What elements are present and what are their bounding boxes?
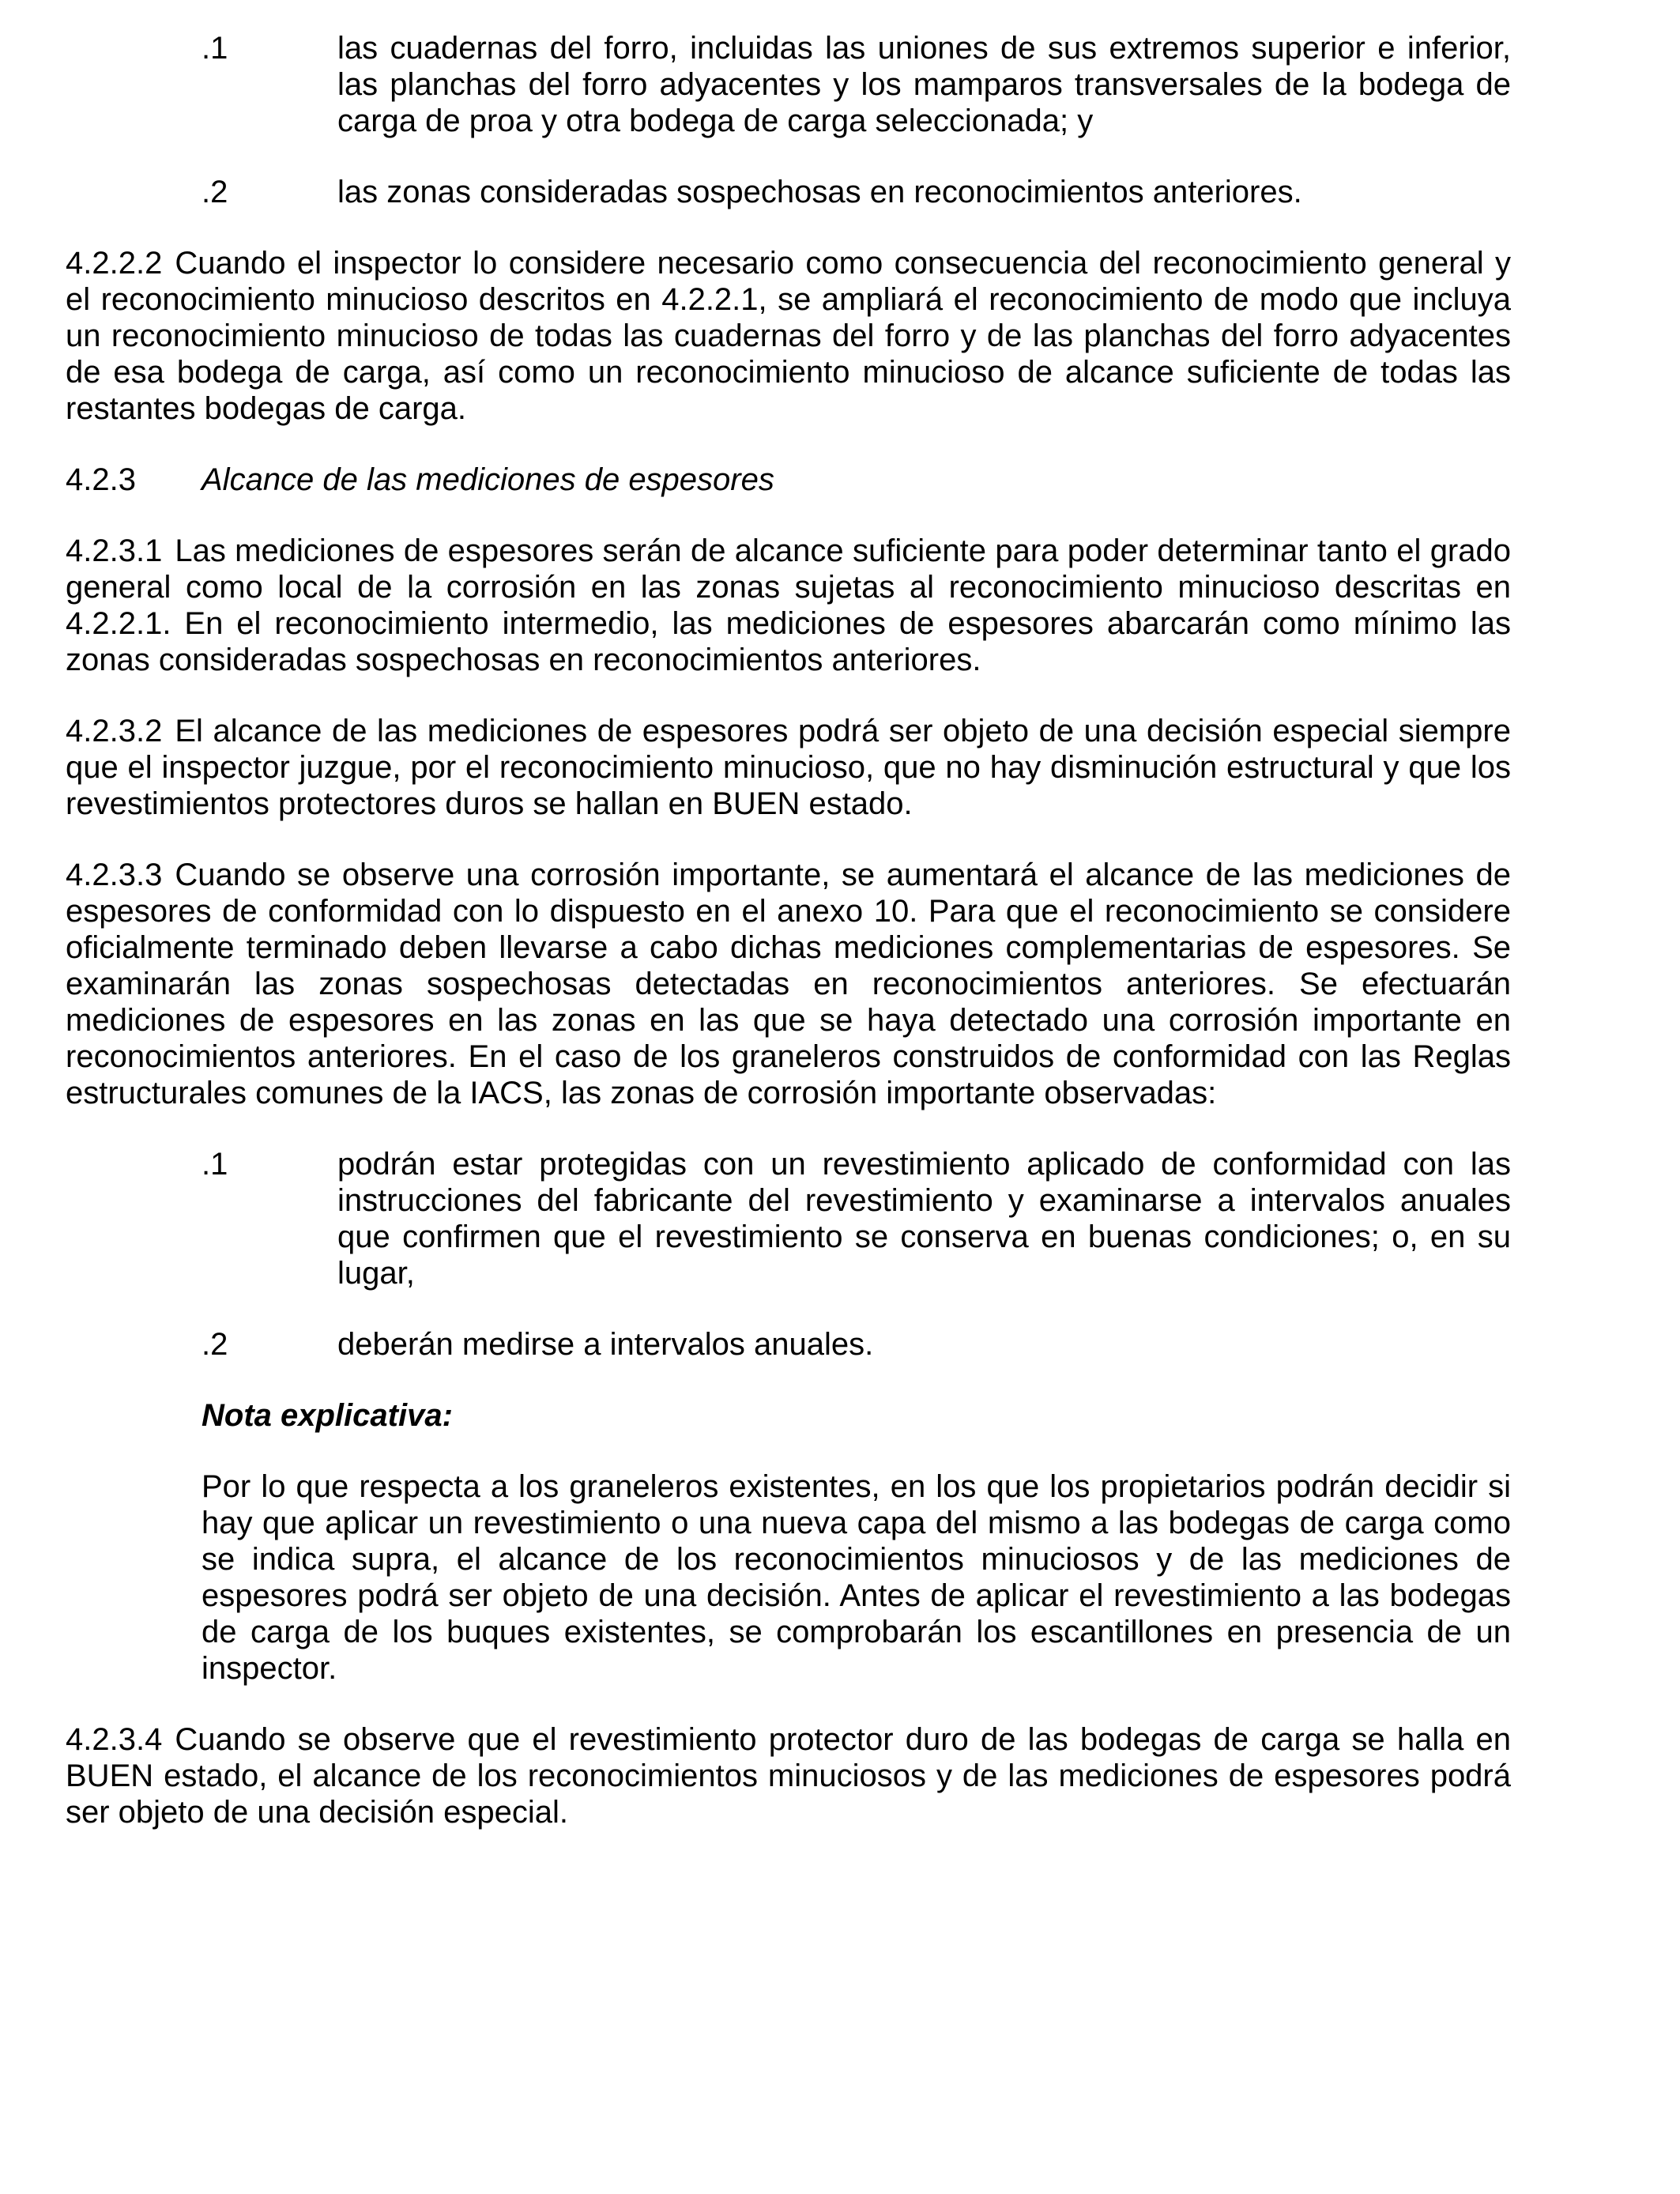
list-item-text: las zonas consideradas sospechosas en reconocimientos anteriores. [337, 175, 1302, 209]
note-title: Nota explicativa: [202, 1398, 453, 1433]
list-item [202, 1146, 1511, 1291]
paragraph-number: 4.2.2.2 [66, 246, 163, 281]
list-item-text: las cuadernas del forro, incluidas las uniones de sus extremos superior e inferior, las planchas del forro adyacentes y los mamparos transversales de la bodega de carga de proa y otra bodega de carga seleccionada; y [337, 31, 1511, 138]
list-item-number: .1 [202, 31, 228, 66]
section-number: 4.2.3 [66, 462, 136, 497]
paragraph-4-2-3-4 [66, 1721, 1511, 1830]
list-item [202, 1326, 1511, 1363]
list-item-number: .1 [202, 1147, 228, 1182]
list-item [202, 30, 1511, 139]
list-item-text: podrán estar protegidas con un revestimiento aplicado de conformidad con las instrucciones del fabricante del revestimiento y examinarse a intervalos anuales que confirmen que el revestimiento se conserva en buenas condiciones; o, en su lugar, [337, 1147, 1511, 1291]
paragraph-number: 4.2.3.2 [66, 714, 163, 748]
paragraph-4-2-3-2 [66, 713, 1511, 822]
section-heading-4-2-3 [66, 462, 1511, 498]
list-item [202, 174, 1511, 210]
paragraph-text: El alcance de las mediciones de espesores podrá ser objeto de una decisión especial siempre que el inspector juzgue, por el reconocimiento minucioso, que no hay disminución estructural y que los revestimientos protectores duros se hallan en BUEN estado. [66, 714, 1511, 821]
paragraph-text: Cuando se observe que el revestimiento protector duro de las bodegas de carga se halla en BUEN estado, el alcance de los reconocimientos minuciosos y de las mediciones de espesores podrá ser objeto de una decisión especial. [66, 1722, 1511, 1830]
paragraph-4-2-2-2 [66, 245, 1511, 427]
list-item-number: .2 [202, 175, 228, 209]
paragraph-4-2-3-1 [66, 533, 1511, 678]
paragraph-text: Cuando se observe una corrosión importante, se aumentará el alcance de las mediciones de espesores de conformidad con lo dispuesto en el anexo 10. Para que el reconocimiento se considere oficialmente terminado deben llevarse a cabo dichas mediciones complementarias de espesores. Se examinarán las zonas sospechosas detectadas en reconocimientos anteriores. Se efectuarán mediciones de espesores en las zonas en las que se haya detectado una corrosión importante en reconocimientos anteriores. En el caso de los graneleros construidos de conformidad con las Reglas estructurales comunes de la IACS, las zonas de corrosión importante observadas: [66, 858, 1511, 1110]
paragraph-number: 4.2.3.1 [66, 533, 163, 568]
paragraph-number: 4.2.3.4 [66, 1722, 163, 1757]
list-item-text: deberán medirse a intervalos anuales. [337, 1327, 874, 1362]
paragraph-4-2-3-3 [66, 857, 1511, 1111]
document-page [66, 30, 1511, 1865]
note-text: Por lo que respecta a los graneleros existentes, en los que los propietarios podrán decidir si hay que aplicar un revestimiento o una nueva capa del mismo a las bodegas de carga como se indica supra, el alcance de los reconocimientos minuciosos y de las mediciones de espesores podrá ser objeto de una decisión. Antes de aplicar el revestimiento a las bodegas de carga de los buques existentes, se comprobarán los escantillones en presencia de un inspector. [202, 1469, 1511, 1686]
paragraph-text: Las mediciones de espesores serán de alcance suficiente para poder determinar tanto el grado general como local de la corrosión en las zonas sujetas al reconocimiento minucioso descritas en 4.2.2.1. En el reconocimiento intermedio, las mediciones de espesores abarcarán como mínimo las zonas consideradas sospechosas en reconocimientos anteriores. [66, 533, 1511, 677]
paragraph-text: Cuando el inspector lo considere necesario como consecuencia del reconocimiento general y el reconocimiento minucioso descritos en 4.2.2.1, se ampliará el reconocimiento de modo que incluya un reconocimiento minucioso de todas las cuadernas del forro y de las planchas del forro adyacentes de esa bodega de carga, así como un reconocimiento minucioso de alcance suficiente de todas las restantes bodegas de carga. [66, 246, 1511, 426]
list-item-number: .2 [202, 1327, 228, 1362]
paragraph-number: 4.2.3.3 [66, 858, 163, 892]
section-title: Alcance de las mediciones de espesores [202, 462, 774, 497]
